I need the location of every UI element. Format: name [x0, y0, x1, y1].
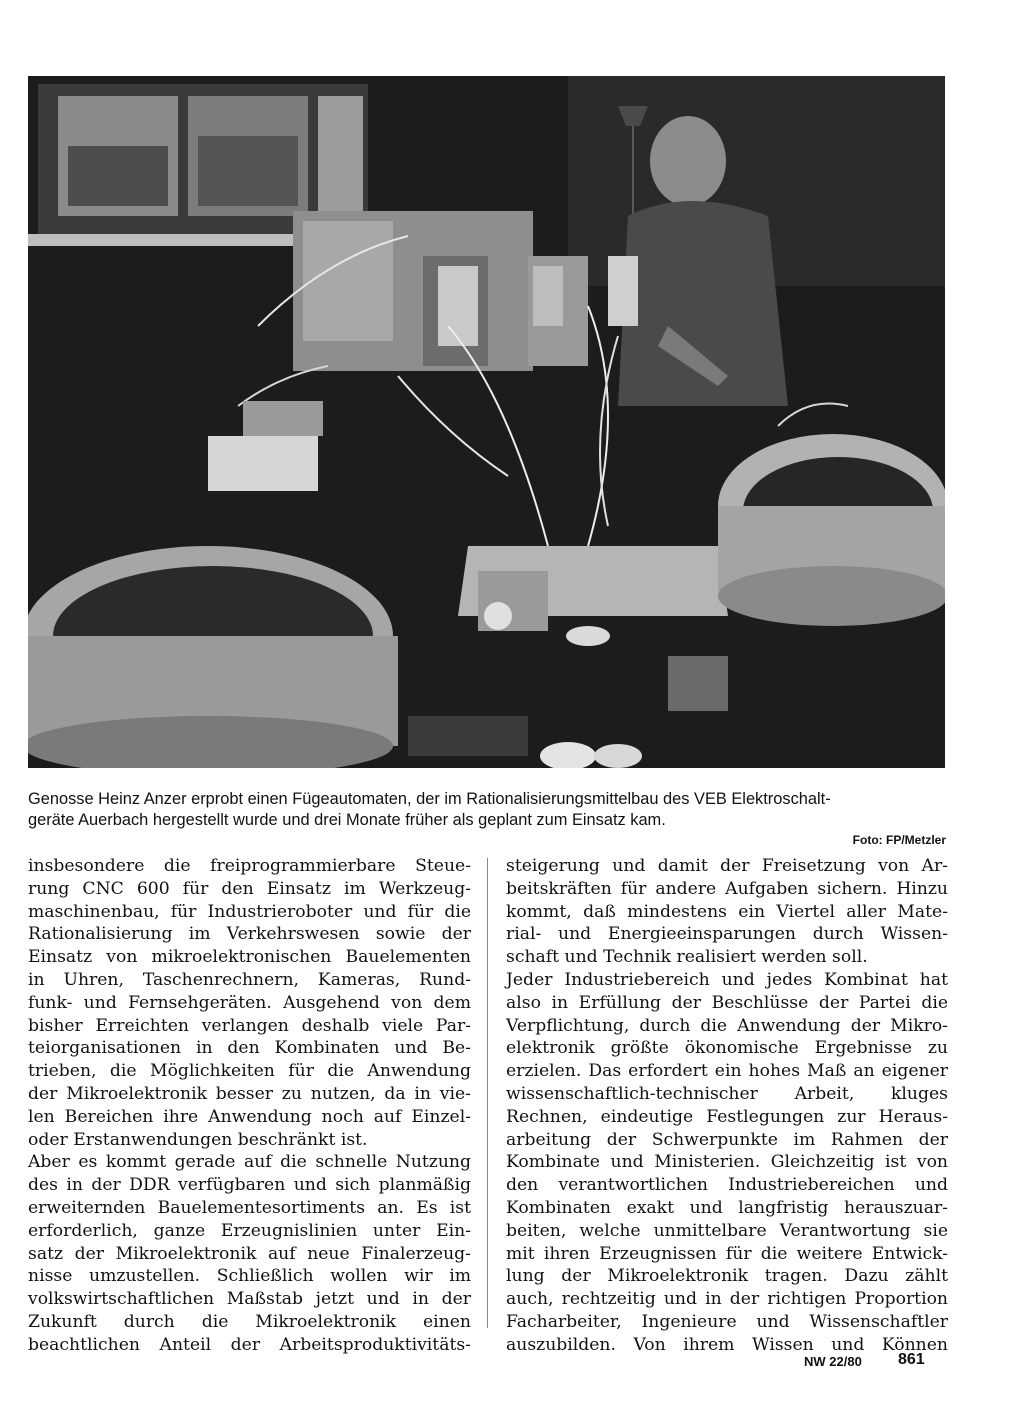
text-line: Einsatz von mikroelektronischen Bauelementen — [28, 947, 471, 968]
caption-line-2: geräte Auerbach hergestellt wurde und drei Monate früher als geplant zum Einsatz kam. — [28, 811, 666, 829]
text-line: auszubilden. Von ihrem Wissen und Können — [506, 1334, 948, 1355]
photo-caption — [28, 789, 953, 831]
text-line: Facharbeiter, Ingenieure und Wissenschaftler — [506, 1311, 948, 1332]
text-line: arbeitung der Schwerpunkte im Rahmen der — [506, 1129, 948, 1150]
text-line: erweiternden Bauelementesortiments an. Es ist — [28, 1197, 471, 1218]
text-line: nisse umzustellen. Schließlich wollen wir im — [28, 1266, 471, 1287]
text-line: len Bereichen ihre Anwendung noch auf Einzel- — [28, 1106, 471, 1127]
text-line: bisher Erreichten verlangen deshalb viele Par- — [28, 1015, 471, 1036]
text-line: beiten, welche unmittelbare Verantwortung sie — [506, 1220, 948, 1241]
text-line: insbesondere die freiprogrammierbare Steue- — [28, 856, 471, 876]
page-number: 861 — [898, 1351, 925, 1368]
text-line: funk- und Fernsehgeräten. Ausgehend von dem — [28, 992, 471, 1013]
text-line: den verantwortlichen Industriebereichen und — [506, 1175, 948, 1196]
caption-line-1: Genosse Heinz Anzer erprobt einen Fügeautomaten, der im Rationalisierungsmittelbau des VEB Elektroschalt- — [28, 790, 831, 808]
text-line: wissenschaftlich-technischer Arbeit, kluges — [506, 1083, 948, 1104]
text-line: maschinenbau, für Industrieroboter und für die — [28, 901, 471, 922]
text-line: erforderlich, ganze Erzeugnislinien unter Ein- — [28, 1220, 471, 1241]
text-line: rung CNC 600 für den Einsatz im Werkzeug- — [28, 878, 471, 899]
text-line: trieben, die Möglichkeiten für die Anwendung — [28, 1061, 471, 1082]
text-line: Jeder Industriebereich und jedes Kombinat hat — [506, 969, 948, 990]
photo-credit: Foto: FP/Metzler — [852, 833, 946, 847]
article-column-right — [506, 855, 948, 1357]
text-line: erzielen. Das erfordert ein hohes Maß an eigener — [506, 1061, 948, 1082]
issue-reference: NW 22/80 — [804, 1354, 862, 1369]
text-line: elektronik größte ökonomische Ergebnisse zu — [506, 1038, 948, 1059]
text-line: volkswirtschaftlichen Maßstab jetzt und in der — [28, 1289, 471, 1310]
text-line: beitskräften für andere Aufgaben sichern. Hinzu — [506, 878, 948, 899]
column-divider — [487, 858, 488, 1328]
text-line: des in der DDR verfügbaren und sich planmäßig — [28, 1175, 471, 1196]
text-line: kommt, daß mindestens ein Viertel aller Mate- — [506, 901, 948, 922]
article-photo — [28, 76, 945, 768]
text-line: in Uhren, Taschenrechnern, Kameras, Rund- — [28, 969, 471, 990]
text-line: rial- und Energieeinsparungen durch Wissen- — [506, 924, 948, 945]
text-line: Kombinate und Ministerien. Gleichzeitig ist von — [506, 1152, 948, 1173]
photo-illustration — [28, 76, 945, 768]
text-line: Kombinaten exakt und langfristig herauszuar- — [506, 1197, 948, 1218]
text-line: Aber es kommt gerade auf die schnelle Nutzung — [28, 1152, 471, 1173]
text-line: beachtlichen Anteil der Arbeitsproduktivitäts- — [28, 1334, 471, 1355]
text-line: Rechnen, eindeutige Festlegungen zur Heraus- — [506, 1106, 948, 1127]
text-line: lung der Mikroelektronik tragen. Dazu zählt — [506, 1266, 948, 1287]
text-line: teiorganisationen in den Kombinaten und Be- — [28, 1038, 471, 1059]
text-line: Rationalisierung im Verkehrswesen sowie der — [28, 924, 471, 945]
text-line: Zukunft durch die Mikroelektronik einen — [28, 1311, 471, 1332]
text-line: steigerung und damit der Freisetzung von Ar- — [506, 856, 948, 876]
text-line: Verpflichtung, durch die Anwendung der Mikro- — [506, 1015, 948, 1036]
text-line: oder Erstanwendungen beschränkt ist. — [28, 1129, 368, 1150]
text-line: satz der Mikroelektronik auf neue Finalerzeug- — [28, 1243, 471, 1264]
text-line: mit ihren Erzeugnissen für die weitere Entwick- — [506, 1243, 948, 1264]
article-column-left — [28, 855, 471, 1357]
text-line: schaft und Technik realisiert werden soll. — [506, 947, 868, 968]
text-line: der Mikroelektronik besser zu nutzen, da in vie- — [28, 1083, 471, 1104]
text-line: auch, rechtzeitig und in der richtigen Proportion — [506, 1289, 948, 1310]
text-line: also in Erfüllung der Beschlüsse der Partei die — [506, 992, 948, 1013]
